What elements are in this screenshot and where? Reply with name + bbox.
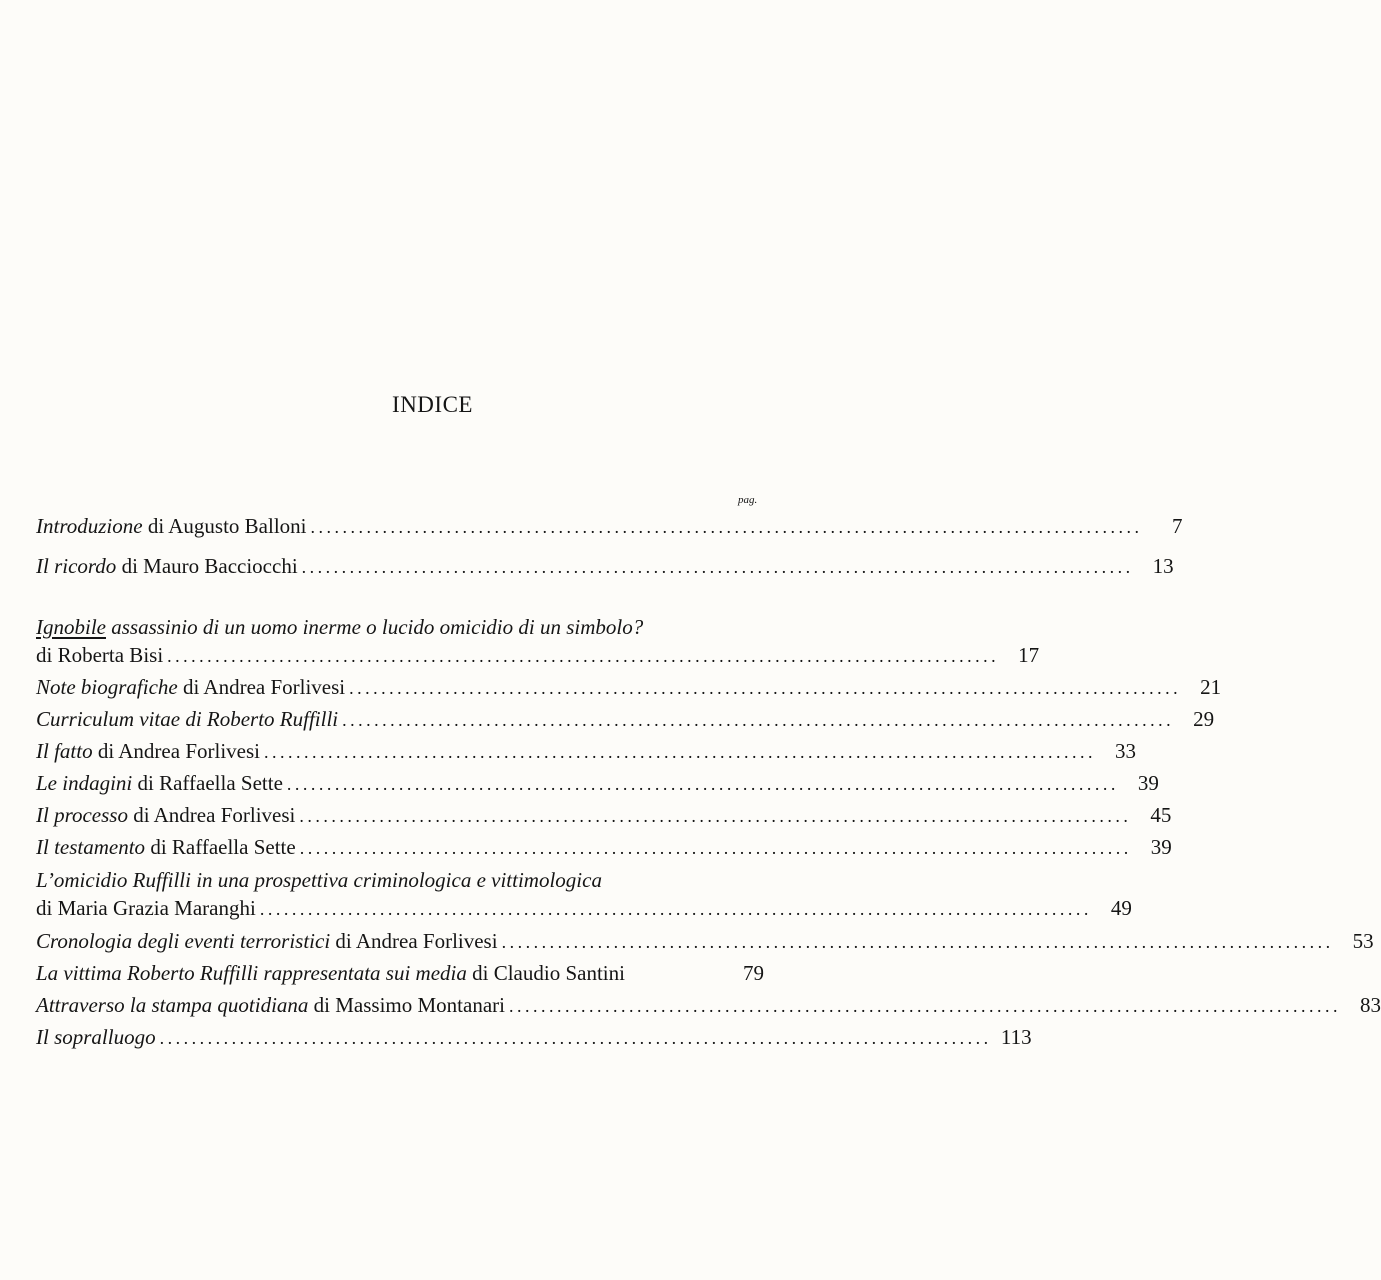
leader-dots: ........................................................................................................ [259, 899, 1092, 919]
entry-title-line[interactable] [36, 868, 764, 898]
entry-title: Il sopralluogo [36, 1025, 156, 1049]
entry-page: 39 [1150, 835, 1172, 859]
toc-entry[interactable] [36, 803, 1172, 833]
toc-entry[interactable] [36, 993, 1381, 1023]
entry-title: Il testamento di Raffaella Sette [36, 835, 296, 859]
leader-dots: ........................................................................................................ [299, 806, 1132, 826]
leader-dots: ........................................................................................................ [342, 710, 1175, 730]
leader-dots: ........................................................................................................ [167, 646, 1000, 666]
entry-title: Introduzione di Augusto Balloni [36, 514, 307, 538]
leader-dots: ........................................................................................................ [310, 517, 1143, 537]
leader-dots: ........................................................................................................ [509, 996, 1341, 1016]
toc-entry[interactable] [36, 771, 1159, 801]
toc-entry[interactable] [36, 554, 1174, 584]
entry-page: 49 [1110, 896, 1132, 920]
entry-title: La vittima Roberto Ruffilli rappresentata sui media di Claudio Santini [36, 961, 625, 985]
leader-dots: ........................................................................................................ [301, 557, 1134, 577]
toc-entry[interactable] [36, 643, 1040, 673]
entry-author: di Maria Grazia Maranghi [36, 896, 256, 920]
entry-page: 53 [1352, 929, 1374, 953]
entry-page: 39 [1137, 771, 1159, 795]
entry-page: 13 [1152, 554, 1174, 578]
entry-page: 83 [1360, 993, 1381, 1017]
leader-dots: ........................................................................................................ [159, 1028, 992, 1048]
toc-entry[interactable] [36, 675, 1222, 705]
entry-title: Le indagini di Raffaella Sette [36, 771, 283, 795]
entry-author: di Roberta Bisi [36, 643, 164, 667]
toc-entry[interactable] [36, 835, 1172, 865]
leader-dots: ........................................................................................................ [264, 742, 1096, 762]
toc-entry[interactable] [36, 1025, 1032, 1055]
leader-dots: ........................................................................................................ [299, 838, 1132, 858]
entry-page: 113 [1000, 1025, 1032, 1049]
leader-dots: ........................................................................................................ [501, 932, 1334, 952]
entry-page: 29 [1193, 707, 1215, 731]
entry-title: Attraverso la stampa quotidiana di Massimo Montanari [36, 993, 505, 1017]
toc-entry[interactable] [36, 896, 1132, 926]
entry-page: 45 [1150, 803, 1172, 827]
toc-entry[interactable] [36, 739, 1136, 769]
page-column-label: pag. [738, 494, 758, 506]
entry-title: Note biografiche di Andrea Forlivesi [36, 675, 346, 699]
entry-title: Curriculum vitae di Roberto Ruffilli [36, 707, 339, 731]
entry-title-first-word: Ignobile [36, 615, 106, 639]
toc-entry[interactable] [36, 929, 1374, 959]
toc-entry[interactable] [36, 961, 764, 991]
entry-page: 17 [1018, 643, 1040, 667]
entry-page: 21 [1200, 675, 1222, 699]
entry-page: 7 [1172, 514, 1183, 538]
page-title: INDICE [392, 392, 473, 417]
leader-dots: ........................................................................................................ [349, 678, 1182, 698]
entry-title: Il processo di Andrea Forlivesi [36, 803, 296, 827]
entry-title: Il fatto di Andrea Forlivesi [36, 739, 260, 763]
entry-title: Cronologia degli eventi terroristici di Andrea Forlivesi [36, 929, 498, 953]
entry-title-text: L’omicidio Ruffilli in una prospettiva criminologica e vittimologica [36, 868, 602, 892]
entry-page: 33 [1115, 739, 1136, 763]
toc-entry[interactable] [36, 514, 1183, 544]
leader-dots: ........................................................................................................ [286, 774, 1119, 794]
entry-title: Il ricordo di Mauro Bacciocchi [36, 554, 298, 578]
toc-entry[interactable] [36, 707, 1215, 737]
entry-title-line[interactable] [36, 615, 764, 645]
entry-title-rest: assassinio di un uomo inerme o lucido omicidio di un simbolo? [105, 615, 644, 639]
entry-page: 79 [743, 961, 764, 985]
